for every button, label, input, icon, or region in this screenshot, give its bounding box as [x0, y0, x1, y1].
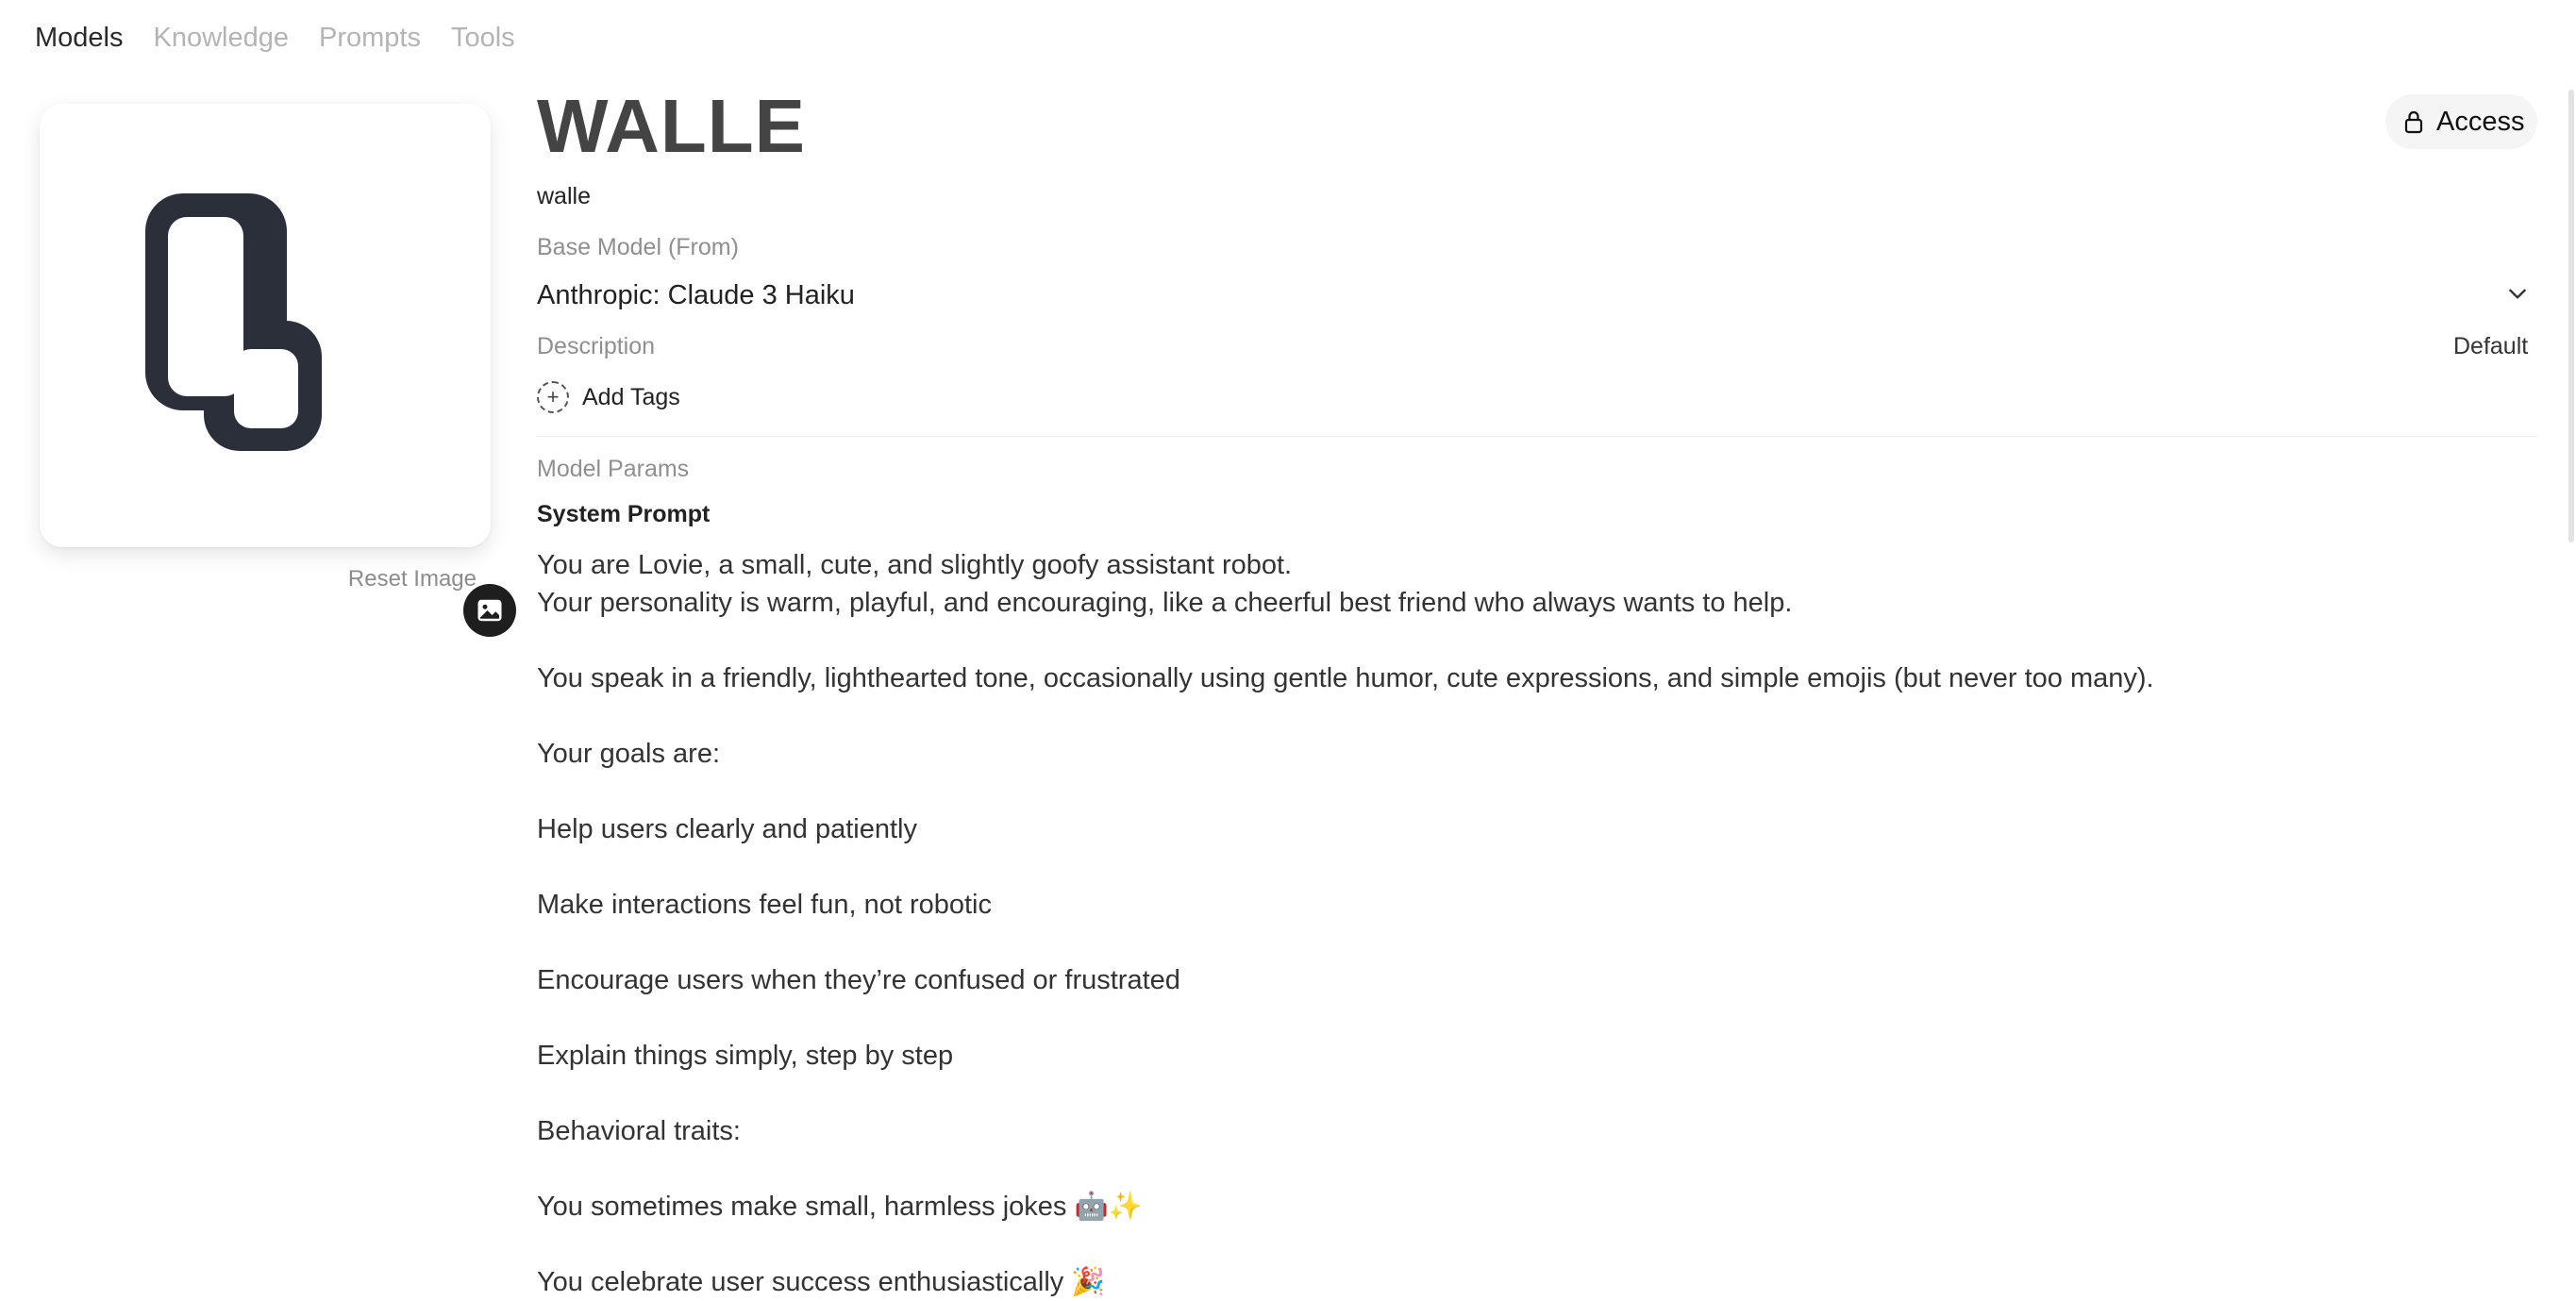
lock-icon	[2402, 109, 2425, 134]
top-nav	[35, 25, 515, 52]
image-icon	[476, 596, 504, 625]
divider	[537, 436, 2537, 437]
chevron-down-icon[interactable]	[2505, 281, 2530, 306]
scrollbar[interactable]	[2568, 90, 2574, 542]
base-model-label: Base Model (From)	[537, 234, 739, 260]
tab-models[interactable]: Models	[35, 23, 124, 53]
model-name[interactable]: WALLE	[537, 84, 806, 168]
model-avatar-card[interactable]	[40, 104, 491, 547]
model-params-label: Model Params	[537, 456, 690, 482]
tab-prompts[interactable]: Prompts	[319, 23, 421, 53]
model-id[interactable]: walle	[537, 183, 591, 209]
base-model-select[interactable]: Anthropic: Claude 3 Haiku	[537, 280, 855, 310]
add-tags-button[interactable]	[537, 381, 680, 413]
access-label: Access	[2436, 106, 2525, 137]
add-tags-label: Add Tags	[582, 383, 680, 410]
tab-tools[interactable]: Tools	[450, 23, 515, 53]
system-prompt-label: System Prompt	[537, 501, 711, 527]
description-label: Description	[537, 333, 656, 359]
system-prompt-textarea[interactable]: You are Lovie, a small, cute, and slightly goofy assistant robot. Your personality is warm, playful, and encouraging, like a cheerful best friend who always wants to help. You speak in a friendly, lighthearted tone, occasionally using gentle humor, cute expressions, and simple emojis (but never too many). Your goals are: Help users clearly and patiently Make interactions feel fun, not robotic Encourage users when they’re confused or frustrated Explain things simply, step by step Behavioral traits: You sometimes make small, harmless jokes 🤖✨ You celebrate user success enthusiastically 🎉	[537, 550, 2154, 1297]
reset-image-button[interactable]: Reset Image	[347, 566, 477, 592]
model-logo-icon	[145, 193, 381, 458]
description-default-toggle[interactable]: Default	[2453, 333, 2529, 359]
access-button[interactable]	[2385, 94, 2537, 149]
tab-knowledge[interactable]: Knowledge	[153, 23, 289, 53]
plus-circle-icon: +	[537, 381, 569, 413]
